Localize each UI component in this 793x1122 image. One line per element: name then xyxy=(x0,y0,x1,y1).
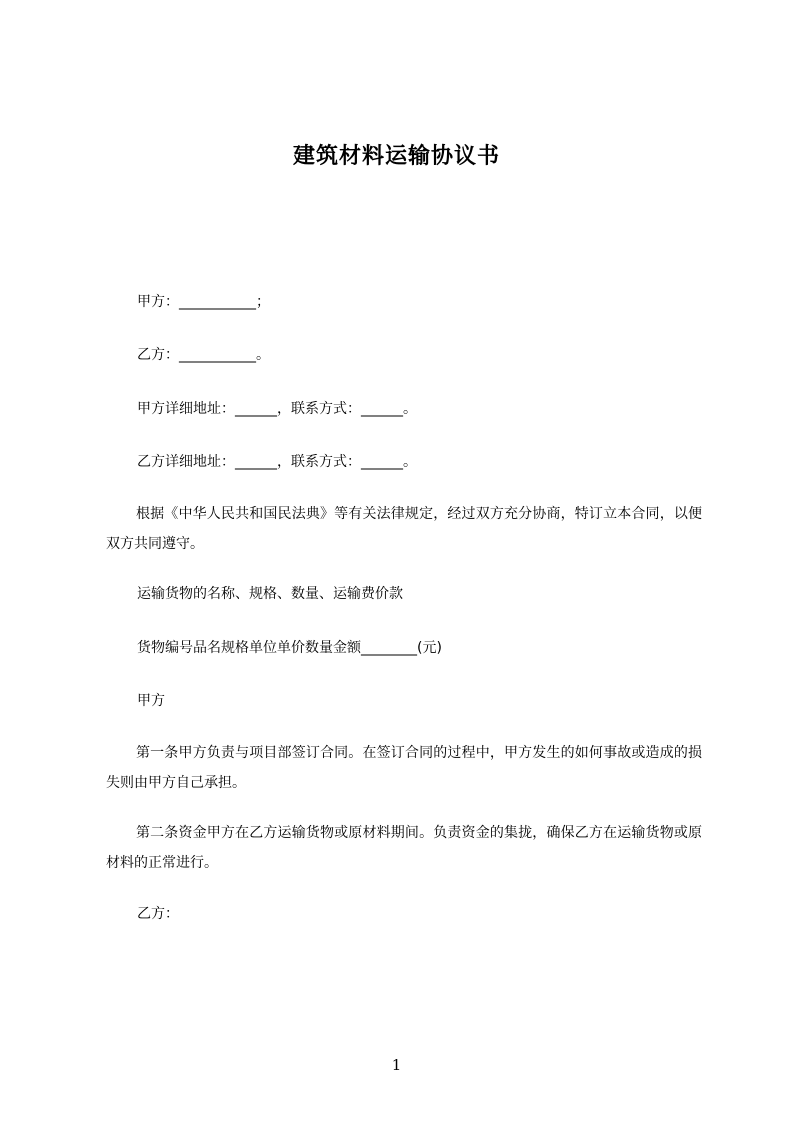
goods-table-header: 货物编号品名规格单位单价数量金额________(元) xyxy=(137,640,442,656)
party-a-address-line: 甲方详细地址：______，联系方式：______。 xyxy=(137,401,417,417)
party-b-address-line: 乙方详细地址：______，联系方式：______。 xyxy=(137,454,417,470)
article-2-paragraph: 第二条资金甲方在乙方运输货物或原材料期间。负责资金的集拢，确保乙方在运输货物或原材料的正常进行。 xyxy=(106,825,702,871)
preamble-paragraph: 根据《中华人民共和国民法典》等有关法律规定，经过双方充分协商，特订立本合同，以便双方共同遵守。 xyxy=(106,506,702,552)
document-title: 建筑材料运输协议书 xyxy=(292,144,500,169)
party-b-section-heading: 乙方： xyxy=(137,906,179,922)
goods-heading: 运输货物的名称、规格、数量、运输费价款 xyxy=(137,586,403,602)
article-1-paragraph: 第一条甲方负责与项目部签订合同。在签订合同的过程中，甲方发生的如何事故或造成的损失则由甲方自己承担。 xyxy=(106,745,702,791)
page-number: 1 xyxy=(391,1056,402,1074)
party-a-line: 甲方：___________； xyxy=(137,294,270,310)
party-a-section-heading: 甲方 xyxy=(137,693,165,709)
party-b-line: 乙方：___________。 xyxy=(137,347,270,363)
